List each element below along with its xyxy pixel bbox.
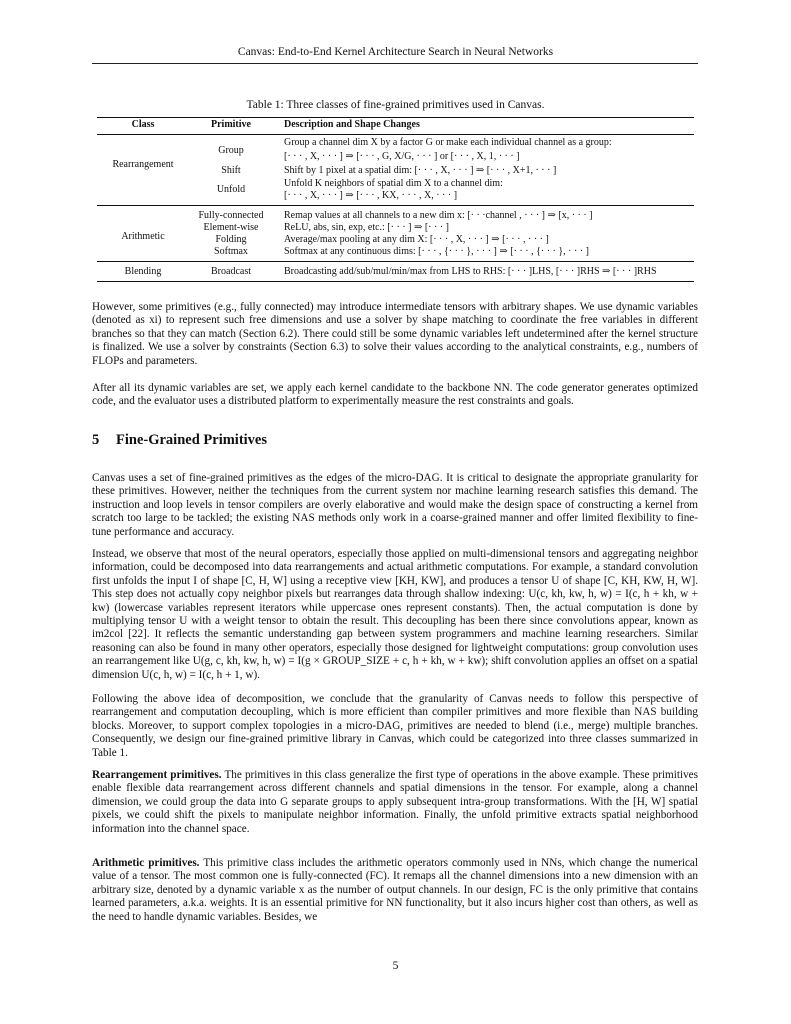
paragraph-dynamic-variables: However, some primitives (e.g., fully connected) may introduce intermediate tensors with arbitrary shapes. We use dynamic variables (denoted as xi) to represent such free dimensions and use a solver by shape matching to coordinate the free variables in different branches so that they can match (Section 6.2). There could still be some dynamic variables left undetermined after the kernel structure is finalized. We use a solver by constraints (Section 6.3) to solve their values according to the analytical constraints, e.g., numbers of FLOPs and parameters. <box>92 301 698 367</box>
table-bottom-rule <box>97 281 694 282</box>
desc-group-line2: [· · · , X, · · · ] ⇒ [· · · , G, X/G, · · · ] or [· · · , X, 1, · · · ] <box>284 151 520 162</box>
header-description: Description and Shape Changes <box>284 119 420 130</box>
desc-softmax: Softmax at any continuous dims: [· · · , {· · · }, · · · ] ⇒ [· · · , {· · · }, · · · ] <box>284 246 589 257</box>
table-caption: Table 1: Three classes of fine-grained primitives used in Canvas. <box>246 99 545 111</box>
class-blending: Blending <box>124 266 162 277</box>
paragraph-decomposition: Instead, we observe that most of the neural operators, especially those applied on multi-dimensional tensors and aggregating neighbor information, could be decomposed into data rearrangements and actual arithmetic computations. For example, a standard convolution first unfolds the input I of shape [C, H, W] using a receptive view [KH, KW], and produces a tensor U of shape [C, KH, KW, H, W]. This step does not actually copy neighbor pixels but rearranges data through shallow indexing: U(c, kh, kw, h, w) = I(c, h + kh, w + kw) (lowercase variables represent iterators while uppercase ones represent constants). Then, the actual computation is done by multiplying tensor U with a weight tensor to obtain the result. This decoupling has been there since convolutions appear, known as im2col [22]. It reflects the semantic understanding gap between system programmers and machine learning researchers. Similar reasoning can also be found in many other operators, especially those designed for lightweight computations: group convolution uses an rearrangement like U(g, c, kh, kw, h, w) = I(g × GROUP_SIZE + c, h + kh, w + kw); shift convolution applies an offset on a spatial dimension U(c, h, w) = I(c, h + 1, w). <box>92 548 698 681</box>
arithmetic-body: This primitive class includes the arithmetic operators commonly used in NNs, which change the numerical value of a tensor. The most common one is fully-connected (FC). It remaps all the channel dimensions into a new dimension with an arbitrary size, denoted by a dynamic variable x as the number of output channels. In our design, FC is the only primitive that contains learned parameters, a.k.a. weights. It is an essential primitive for NN functionality, but it also incurs higher cost than others, as well as the need to handle dynamic variables. Besides, we <box>92 857 698 923</box>
paragraph-rearrangement <box>92 769 698 836</box>
paragraph-arithmetic <box>92 857 698 924</box>
primitive-shift: Shift <box>221 165 241 176</box>
running-head: Canvas: End-to-End Kernel Architecture Search in Neural Networks <box>237 46 554 58</box>
rearrangement-body: The primitives in this class generalize the first type of operations in the above example. These primitives enable flexible data rearrangement across different channels and spatial dimensions in the tensor. For example, along a channel dimension, we could group the data into G separate groups to apply subsequent intra-group transformations. With the [H, W] spatial pixels, we could shift the pixels to manipulate neighbor information. Finally, the unfold primitive extracts spatial neighborhood information into the channel space. <box>92 769 698 835</box>
header-class: Class <box>131 119 155 130</box>
rearrangement-run-head: Rearrangement primitives. <box>92 769 222 781</box>
primitive-element-wise: Element-wise <box>203 222 259 233</box>
paragraph-granularity: Canvas uses a set of fine-grained primitives as the edges of the micro-DAG. It is critical to designate the appropriate granularity for these primitives. However, neither the techniques from the current system nor machine learning research satisfies this demand. The instruction and loop levels in tensor compilers are overly elaborative and would make the design space of constructing a kernel from scratch too large to be tackled; the existing NAS methods only work in a coarse-grained manner and offer limited flexibility to fine-tune performance and accuracy. <box>92 472 698 538</box>
header-rule <box>92 63 698 64</box>
class-rearrangement: Rearrangement <box>112 159 174 170</box>
table-group-rule-1 <box>97 205 694 206</box>
primitive-unfold: Unfold <box>216 184 246 195</box>
class-arithmetic: Arithmetic <box>121 231 165 242</box>
table-top-rule <box>97 117 694 118</box>
section-heading <box>92 432 267 449</box>
desc-broadcast: Broadcasting add/sub/mul/min/max from LHS to RHS: [· · · ]LHS, [· · · ]RHS ⇒ [· · · ]RHS <box>284 266 657 277</box>
header-primitive: Primitive <box>211 119 251 130</box>
desc-group-line1: Group a channel dim X by a factor G or make each individual channel as a group: <box>284 137 612 148</box>
arithmetic-run-head: Arithmetic primitives. <box>92 857 200 869</box>
paragraph-decoupling: Following the above idea of decomposition, we conclude that the granularity of Canvas needs to follow this perspective of rearrangement and computation decoupling, which is more efficient than compiler primitives and more flexible than NAS building blocks. Moreover, to support complex topologies in a micro-DAG, primitives are needed to blend (i.e., merge) multiple branches. Consequently, we design our fine-grained primitive library in Canvas, which could be categorized into three classes summarized in Table 1. <box>92 693 698 759</box>
desc-unfold-line1: Unfold K neighbors of spatial dim X to a channel dim: <box>284 178 503 189</box>
table-header-rule <box>97 134 694 135</box>
section-title: Fine-Grained Primitives <box>116 432 268 448</box>
primitive-fully-connected: Fully-connected <box>198 210 264 221</box>
section-number: 5 <box>92 432 100 448</box>
primitive-group: Group <box>218 145 244 156</box>
table-group-rule-2 <box>97 261 694 262</box>
page-number: 5 <box>392 960 399 972</box>
primitive-folding: Folding <box>215 234 247 245</box>
desc-shift: Shift by 1 pixel at a spatial dim: [· · · , X, · · · ] ⇒ [· · · , X+1, · · · ] <box>284 165 557 176</box>
primitive-broadcast: Broadcast <box>211 266 251 277</box>
desc-fully-connected: Remap values at all channels to a new dim x: [· · ·channel , · · · ] ⇒ [x, · · · ] <box>284 210 593 221</box>
desc-folding: Average/max pooling at any dim X: [· · · , X, · · · ] ⇒ [· · · , · · · ] <box>284 234 549 245</box>
paragraph-kernel-candidate: After all its dynamic variables are set, we apply each kernel candidate to the backbone NN. The code generator generates optimized code, and the evaluator uses a distributed platform to experimentally measure the rest constraints and goals. <box>92 382 698 408</box>
desc-unfold-line2: [· · · , X, · · · ] ⇒ [· · · , KX, · · · , X, · · · ] <box>284 190 458 201</box>
primitive-softmax: Softmax <box>214 246 248 257</box>
desc-element-wise: ReLU, abs, sin, exp, etc.: [· · · ] ⇒ [· · · ] <box>284 222 449 233</box>
